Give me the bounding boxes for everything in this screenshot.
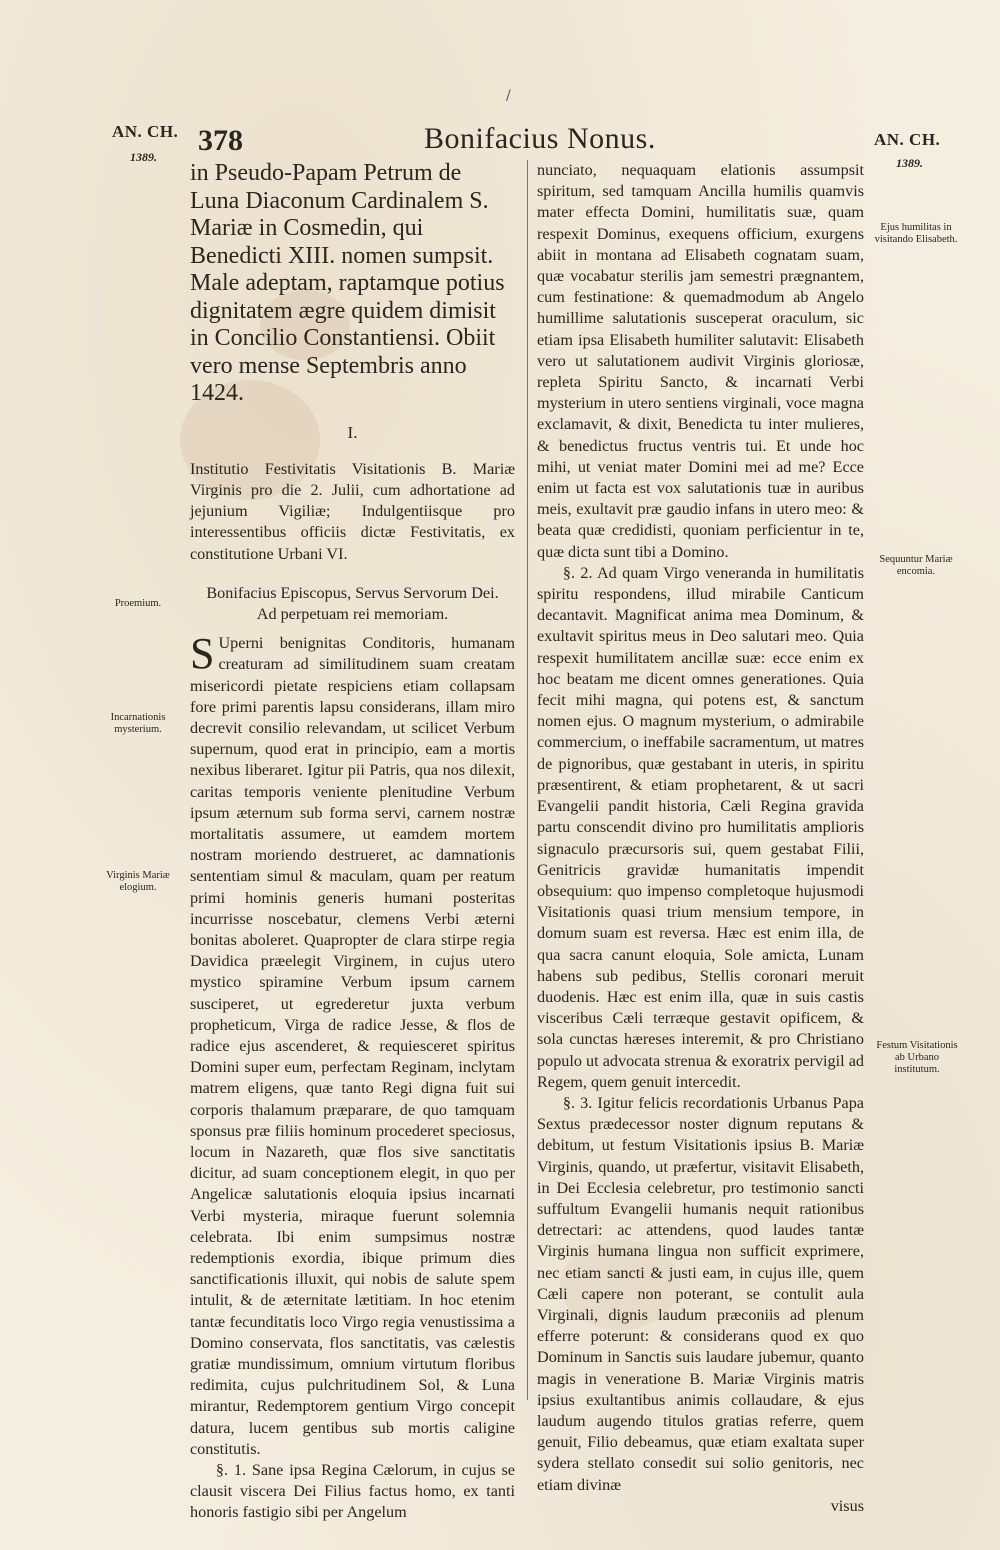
column-divider (527, 160, 528, 1400)
margin-note-encomia: Sequuntur Mariæ encomia. (879, 554, 953, 577)
header-an-ch-right: AN. CH. (874, 130, 941, 149)
margin-note-virginis: Virginis Mariæ elogium. (106, 870, 170, 893)
header-an-ch-left: AN. CH. (112, 122, 179, 141)
intro-paragraph: in Pseudo-Papam Petrum de Luna Diaconum Cardinalem S. Mariæ in Cosmedin, qui Benedicti XIII. nomen sumpsit. Male adeptam, raptamque potius dignitatem ægre quidem dimisit in Concilio Constantiensi. Obiit vero mense Septembris anno 1424. (190, 160, 505, 406)
section-paragraph-2: §. 2. Ad quam Virgo veneranda in humilitatis spiritu respondens, illud mirabile Canticum decantavit. Magnificat anima mea Dominum, & exultavit spiritus meus in Deo salutari meo. Quia respexit humilitatem ancillæ suæ: ecce enim ex hoc beatam me dicent omnes generationes. Quia fecit mihi magna, qui potens est, & sanctum nomen ejus. O magnum mysterium, o admirabile commercium, o ineffabile sacramentum, ut matres de pignoribus, quæ gestabant in uteris, in spiritu præsentirent, & etiam prophetarent, & ut sacri Evangelii pandit historia, Cæli Regina gravida partu conscendit divino pro humilitatis amplioris signaculo præcursoris sui, quem gestabat Filii, Genitricis gravidæ humanitatis impendit obsequium: quo impenso completoque hujusmodi Visitationis quasi trium mensium tempore, in domum suam est reversa. Hæc est enim illa, de qua sacra canunt eloquia, Sole amicta, Lunam habens sub pedibus, Stellis coronari meruit duodenis. Hæc est enim illa, quæ in suis castis visceribus Cæli terræque gestavit opificem, & sola cunctas hæreses interemit, & pro Christiano populo ut advocata strenua & exoratrix pervigil ad Regem, quem genuit intercedit. (537, 563, 864, 1091)
drop-cap: S (190, 629, 215, 679)
left-column (190, 160, 515, 1524)
salutation-line-1: Bonifacius Episcopus, Servus Servorum Dei. (206, 583, 499, 602)
letter-body-text: Uperni benignitas Conditoris, humanam creaturam ad similitudinem suam creatam misericordi pietate respiciens etiam collapsam fore primi parentis lapsu considerans, illam miro decrevit consilio relevandam, ut scilicet Verbum supernum, quod erat in principio, eam a mortis nexibus liberaret. Igitur pii Patris, qua nos dilexit, caritas temporis veniente plenitudine Verbum ipsum æternum sub forma servi, carnem nostræ mortalitatis assumere, ut eamdem mortem nostram moriendo destrueret, ac damnationis sententiam simul & maculam, quam per reatum primi hominis generis humani posteritas incurrisse noscebatur, clemens Verbi æterni bonitas aboleret. Quapropter de clara stirpe regia Davidica præelegit Virginem, in cujus utero mystico spiramine Verbum ipsum carnem susciperet, ut egrederetur juxta verbum propheticum, Virga de radice Jesse, & flos de radice ejus ascenderet, & requiesceret spiritus Domini super eum, perfectam Reginam, inclytam matrem eligens, quæ tanto Regi digna fuit sui corporis thalamum præparare, de quo tamquam sponsus præ filiis hominum procederet speciosus, locum in Nazareth, quæ flos sive sanctitatis dicitur, ad suam conceptionem elegit, in quo per Angelicæ salutationis eloquia ipsius incarnati Verbi mysteria, miraque fuerunt solemnia celebrata. Ibi enim sumpsimus nostræ redemptionis exordia, ibique primum dies sanctificationis illuxit, qui nobis de salute spem intulit, & de æternitate lætitiam. In hoc etenim tantæ fecunditatis loco Virgo regia venustissima a Domino conservata, flos sanctitatis, vas cælestis gratiæ mundissimum, omnium virtutum floribus redimita, cujus pulchritudinem Sol, & Luna mirantur, Redemptorem gentium Virgo concepit datura, lucem gentibus sub mortis caligine constitutis. (190, 634, 515, 1458)
document-rubric: Institutio Festivitatis Visitationis B. Mariæ Virginis pro die 2. Julii, cum adhortatione ad jejunium Vigiliæ; Indulgentiisque pro interessentibus officiis dictæ Festivitatis, ex constitutione Urbani VI. (190, 459, 515, 563)
section-numeral: I. (347, 422, 358, 442)
salutation-line-2: Ad perpetuam rei memoriam. (256, 604, 449, 623)
margin-note-festum: Festum Visitationis ab Urbano institutum. (876, 1040, 958, 1075)
right-column (537, 160, 864, 1517)
margin-note-incarnationis: Incarnationis mysterium. (110, 712, 166, 735)
page-number: 378 (198, 124, 243, 157)
running-title: Bonifacius Nonus. (424, 122, 656, 155)
continuation-paragraph: nunciato, nequaquam elationis assumpsit spiritum, sed tamquam Ancilla humilis quamvis mater effecta Domini, humilitatis suæ, quam respexit Dominus, exequens officium, exurgens abiit in montana ad Elisabeth cognatam suam, quæ vocabatur sterilis jam semestri prægnantem, cum festinatione: & quemadmodum ab Angelo humillime salutationis susceperat oraculum, sic etiam ipsa Elisabeth humiliter salutavit: Elisabeth vero ut salutationem audivit Virginis gloriosæ, repleta Spiritu Sancto, & incarnati Verbi mysterium in utero sentiens virginali, voce magna exclamavit, & dixit, Benedicta tu inter mulieres, & benedictus fructus ventris tui. Et unde hoc mihi, ut veniat mater Domini mei ad me? Ecce enim ut facta est vox salutationis tuæ in auribus meis, exultavit præ gaudio infans in utero meo: & beata quæ credidisti, quoniam perficientur in te, quæ dicta sunt tibi a Domino. (537, 161, 864, 561)
header-year-left: 1389. (130, 150, 157, 164)
header-year-right: 1389. (896, 156, 923, 170)
section-paragraph-1: §. 1. Sane ipsa Regina Cælorum, in cujus se clausit viscera Dei Filius factus homo, ex tanti honoris fastigio sibi per Angelum (190, 1461, 515, 1522)
catchword: visus (830, 1496, 864, 1515)
margin-note-proemium: Proemium. (114, 598, 162, 609)
margin-note-humilitas: Ejus humilitas in visitando Elisabeth. (874, 222, 958, 245)
section-paragraph-3: §. 3. Igitur felicis recordationis Urbanus Papa Sextus prædecessor noster dignum reputans & debitum, ut festum Visitationis ipsius B. Mariæ Virginis, quando, ut præfertur, visitavit Elisabeth, in Dei Ecclesia celebretur, pro testimonio sancti suffultum Evangelii humanis nequit rationibus detrectari: ac attendens, quod laudes tantæ Virginis humana lingua non sufficit exprimere, nec etiam sancti & justi eam, in cujus ille, quem Cæli capere non poterant, se contulit aula Virginali, dignis laudum præconiis ad plenum efferre poterunt: & considerans quod ex quo Dominum in Sanctis suis laudare jubemur, quanto magis in veneratione B. Mariæ Virginis matris ipsius exultantibus animis collaudare, & ejus laudum augendo titulos gratias referre, quem genuit, Filio debeamus, quæ etiam exaltata super sydera stellato consedit sui solio genitoris, nec etiam divinæ (537, 1093, 864, 1494)
top-mark: / (506, 88, 511, 104)
letter-body-paragraph (190, 629, 515, 1460)
